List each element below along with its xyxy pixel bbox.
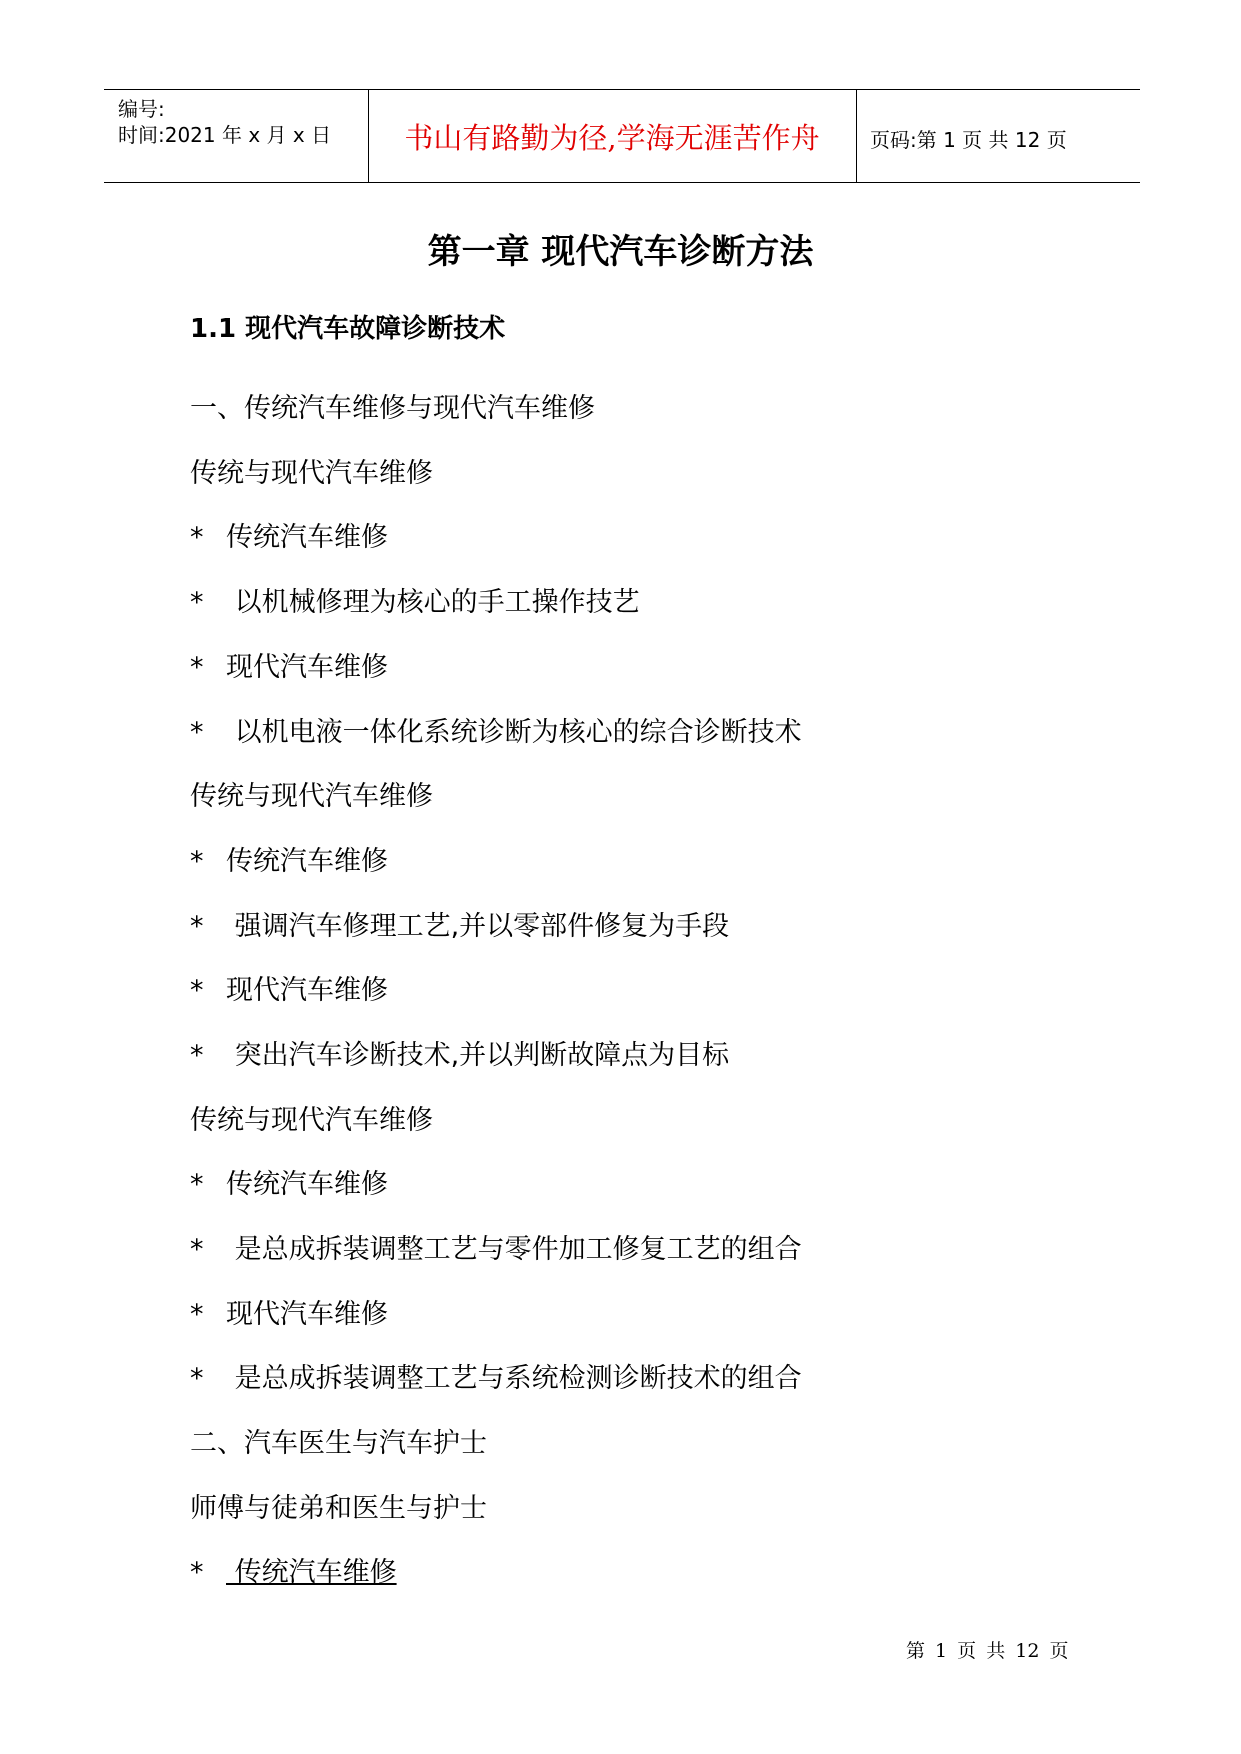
body-line: [190, 1421, 487, 1460]
line-text: 以机械修理为核心的手工操作技艺: [226, 587, 640, 618]
body-line: [190, 968, 388, 1007]
line-text: 传统汽车维修: [226, 1169, 388, 1200]
line-text: 是总成拆装调整工艺与零件加工修复工艺的组合: [226, 1234, 802, 1265]
line-text: 以机电液一体化系统诊断为核心的综合诊断技术: [226, 717, 802, 748]
bullet-star: *: [190, 975, 204, 1006]
bullet-star: *: [190, 1557, 204, 1588]
line-text: 二、汽车医生与汽车护士: [190, 1428, 487, 1459]
line-text: 传统汽车维修: [226, 1557, 397, 1588]
body-line: [190, 904, 729, 943]
body-line: [190, 1356, 802, 1395]
line-text: 传统与现代汽车维修: [190, 458, 433, 489]
body-line: [190, 451, 433, 490]
bullet-star: *: [190, 652, 204, 683]
bullet-star: *: [190, 846, 204, 877]
bullet-star: *: [190, 717, 204, 748]
line-text: 传统汽车维修: [226, 522, 388, 553]
bullet-star: *: [190, 522, 204, 553]
chapter-title: 第一章 现代汽车诊断方法: [427, 232, 814, 272]
page-footer: 第 1 页 共 12 页: [906, 1640, 1069, 1662]
line-text: 现代汽车维修: [226, 1299, 388, 1330]
body-line: [190, 1292, 388, 1331]
body-line: [190, 645, 388, 684]
line-text: 师傅与徒弟和医生与护士: [190, 1493, 487, 1524]
header-center-cell: [368, 90, 857, 182]
line-text: 传统与现代汽车维修: [190, 781, 433, 812]
header-left-cell: [104, 90, 369, 182]
line-text: 突出汽车诊断技术,并以判断故障点为目标: [226, 1040, 730, 1071]
line-text: 现代汽车维修: [226, 652, 388, 683]
bullet-star: *: [190, 1169, 204, 1200]
body-line: [190, 1550, 397, 1589]
body-line: [190, 1098, 433, 1137]
header-right-cell: [856, 90, 1140, 182]
body-line: [190, 515, 388, 554]
line-text: 传统与现代汽车维修: [190, 1105, 433, 1136]
body-line: [190, 710, 802, 749]
line-text: 是总成拆装调整工艺与系统检测诊断技术的组合: [226, 1363, 802, 1394]
bullet-star: *: [190, 1363, 204, 1394]
body-line: [190, 774, 433, 813]
body-line: [190, 1033, 729, 1072]
body-line: [190, 1227, 802, 1266]
number-label: 编号:: [118, 97, 165, 121]
line-text: 现代汽车维修: [226, 975, 388, 1006]
bullet-star: *: [190, 587, 204, 618]
bullet-star: *: [190, 1299, 204, 1330]
line-text: 一、传统汽车维修与现代汽车维修: [190, 393, 595, 424]
body-line: [190, 839, 388, 878]
section-heading: 1.1 现代汽车故障诊断技术: [190, 314, 506, 344]
bullet-star: *: [190, 1040, 204, 1071]
body-line: [190, 386, 595, 425]
line-text: 传统汽车维修: [226, 846, 388, 877]
line-text: 强调汽车修理工艺,并以零部件修复为手段: [226, 911, 730, 942]
page-number-label: 页码:第 1 页 共 12 页: [870, 128, 1067, 152]
time-label: 时间:2021 年 x 月 x 日: [118, 123, 332, 147]
motto: 书山有路勤为径,学海无涯苦作舟: [404, 121, 820, 155]
page-header: [104, 89, 1140, 183]
bullet-star: *: [190, 911, 204, 942]
body-line: [190, 1486, 487, 1525]
bullet-star: *: [190, 1234, 204, 1265]
body-line: [190, 580, 640, 619]
body-line: [190, 1162, 388, 1201]
